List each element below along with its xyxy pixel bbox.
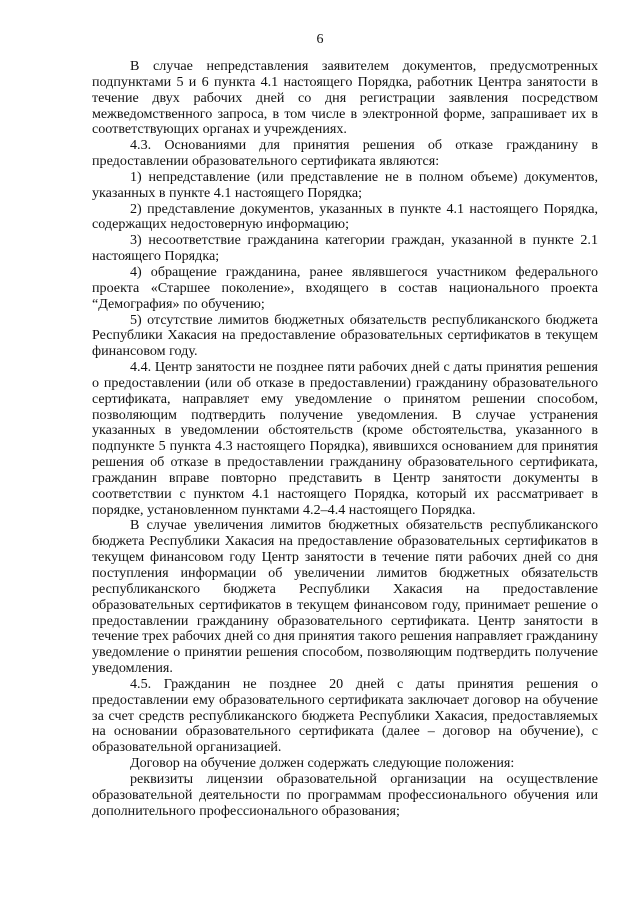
paragraph-4-5-contract: 4.5. Гражданин не позднее 20 дней с даты принятия решения о предоставлении ему образовательного сертификата заключает договор на обучение за счет средств республиканского бюджета Республики Хакасия, предоставляемых на основании образовательного сертификата (далее – договор на обучение), с образовательной организацией. — [92, 675, 598, 756]
list-item-1: 1) непредставление (или представление не в полном объеме) документов, указанных в пункте 4.1 настоящего Порядка; — [92, 168, 598, 201]
document-body — [92, 59, 598, 820]
paragraph-license-details: реквизиты лицензии образовательной организации на осуществление образовательной деятельности по программам профессионального обучения или дополнительного профессионального образования; — [92, 770, 598, 819]
list-item-5: 5) отсутствие лимитов бюджетных обязательств республиканского бюджета Республики Хакасия на предоставление образовательных сертификатов в текущем финансовом году. — [92, 311, 598, 360]
paragraph-4-4-notification: 4.4. Центр занятости не позднее пяти рабочих дней с даты принятия решения о предоставлении (или об отказе в предоставлении) гражданину образовательного сертификата, направляет ему уведомление о принятом решении способом, позволяющим подтвердить получение уведомления. В случае устранения указанных в уведомлении обстоятельств (кроме обстоятельства, указанного в подпункте 5 пункта 4.3 настоящего Порядка), явившихся основанием для принятия решения об отказе в предоставлении гражданину образовательного сертификата, гражданин вправе повторно представить в Центр занятости документы в соответствии с пунктом 4.1 настоящего Порядка, который их рассматривает в порядке, установленном пунктами 4.2–4.4 настоящего Порядка. — [92, 359, 598, 518]
paragraph-contract-provisions: Договор на обучение должен содержать следующие положения: — [130, 755, 515, 772]
list-item-3: 3) несоответствие гражданина категории граждан, указанной в пункте 2.1 настоящего Порядка; — [92, 232, 598, 265]
paragraph-4-3-refusal-grounds: 4.3. Основаниями для принятия решения об отказе гражданину в предоставлении образовательного сертификата являются: — [92, 137, 598, 170]
list-item-4: 4) обращение гражданина, ранее являвшегося участником федерального проекта «Старшее поколение», входящего в состав национального проекта “Демография» по обучению; — [92, 263, 598, 312]
paragraph-interagency-request: В случае непредставления заявителем документов, предусмотренных подпунктами 5 и 6 пункта 4.1 настоящего Порядка, работник Центра занятости в течение двух рабочих дней со дня регистрации заявления посредством межведомственного запроса, в том числе в электронной форме, запрашивает их в соответствующих органах и учреждениях. — [92, 58, 598, 138]
page-number: 6 — [316, 32, 324, 47]
paragraph-limits-increase: В случае увеличения лимитов бюджетных обязательств республиканского бюджета Республики Хакасия на предоставление образовательных сертификатов в текущем финансовом году Центр занятости в течение пяти рабочих дней со дня поступления информации об увеличении лимитов бюджетных обязательств республиканского бюджета Республики Хакасия на предоставление образовательных сертификатов в текущем финансовом году, принимает решение о предоставлении гражданину образовательного сертификата. Центр занятости в течение трех рабочих дней со дня принятия такого решения направляет гражданину уведомление о принятии решения способом, позволяющим подтвердить получение уведомления. — [92, 517, 598, 677]
list-item-2: 2) представление документов, указанных в пункте 4.1 настоящего Порядка, содержащих недостоверную информацию; — [92, 200, 598, 233]
